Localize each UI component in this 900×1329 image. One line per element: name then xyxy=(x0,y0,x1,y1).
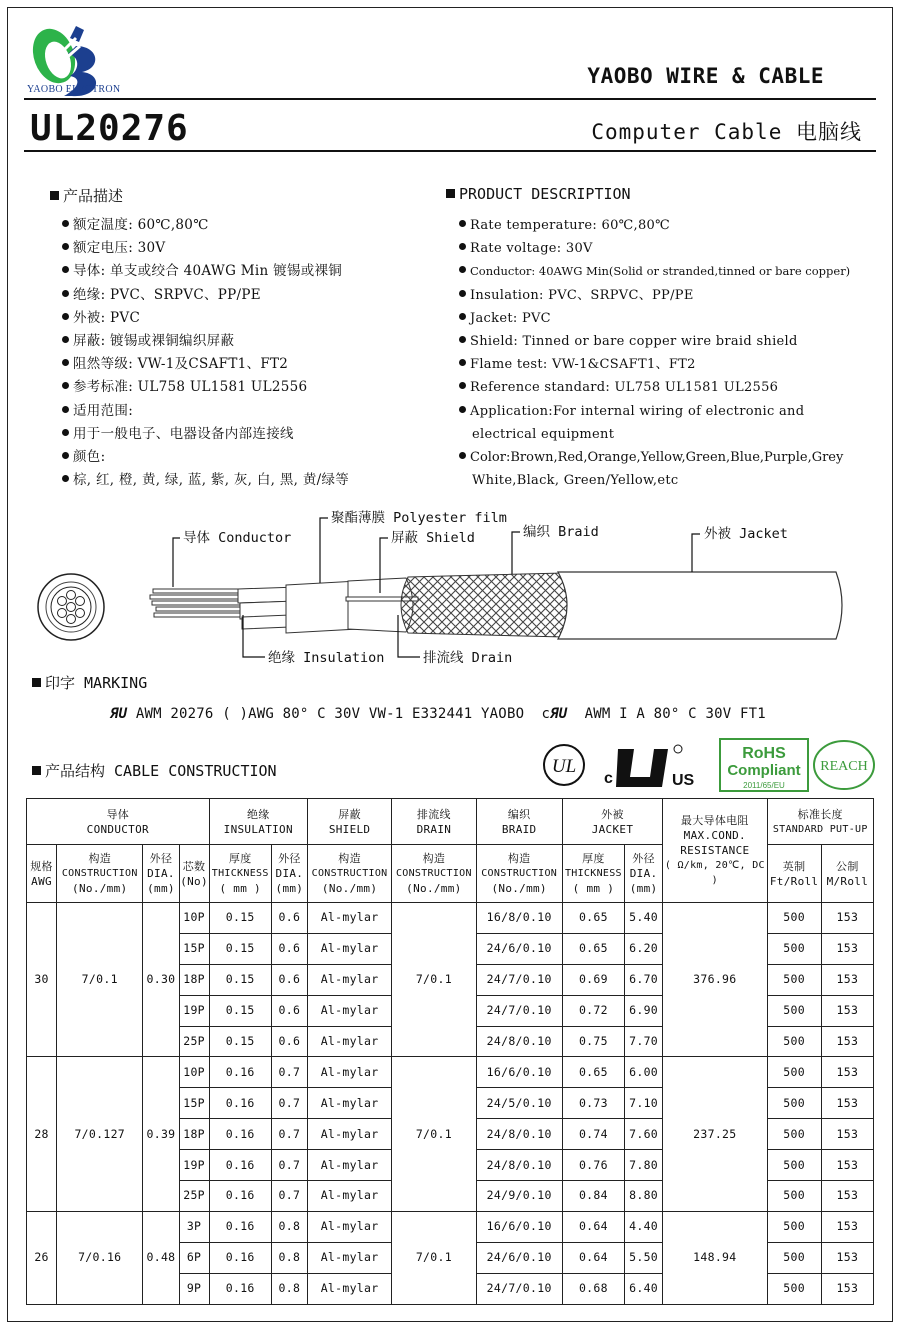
bullet-icon xyxy=(62,336,69,343)
label-jacket: 外被 Jacket xyxy=(704,526,788,542)
ul-logo-icon xyxy=(544,745,584,785)
cell-ins-thickness: 0.16 xyxy=(209,1242,271,1273)
cell-m-roll: 153 xyxy=(821,903,873,934)
desc-cn-title: 产品描述 xyxy=(50,185,123,206)
cell-ft-roll: 500 xyxy=(767,903,821,934)
cell-m-roll: 153 xyxy=(821,1057,873,1088)
cell-jk-thickness: 0.74 xyxy=(562,1119,624,1150)
reach-logo-icon xyxy=(814,741,874,789)
bullet-icon xyxy=(459,220,466,227)
list-item: Color:Brown,Red,Orange,Yellow,Green,Blue,Purple,Grey xyxy=(459,446,850,469)
cell-cores: 10P xyxy=(179,903,209,934)
cell-jk-thickness: 0.64 xyxy=(562,1242,624,1273)
svg-text:UL: UL xyxy=(551,756,577,777)
cell-jk-thickness: 0.73 xyxy=(562,1088,624,1119)
cell-braid: 24/9/0.10 xyxy=(476,1181,562,1212)
rohs-logo-icon xyxy=(720,739,808,791)
subheader-ft-roll: 英制 Ft/Roll xyxy=(767,845,821,903)
cell-ins-dia: 0.6 xyxy=(271,964,307,995)
cell-shield: Al-mylar xyxy=(307,1211,391,1242)
cell-ins-thickness: 0.16 xyxy=(209,1150,271,1181)
cell-braid: 24/6/0.10 xyxy=(476,933,562,964)
cell-shield: Al-mylar xyxy=(307,1273,391,1304)
bullet-icon xyxy=(62,406,69,413)
cell-m-roll: 153 xyxy=(821,1088,873,1119)
list-item: electrical equipment xyxy=(472,426,615,442)
list-item: 用于一般电子、电器设备内部连接线 xyxy=(62,423,349,446)
list-item: 棕, 红, 橙, 黄, 绿, 蓝, 紫, 灰, 白, 黑, 黄/绿等 xyxy=(62,469,349,492)
cell-ins-dia: 0.6 xyxy=(271,995,307,1026)
cell-ins-thickness: 0.16 xyxy=(209,1211,271,1242)
cell-jk-dia: 4.40 xyxy=(625,1211,663,1242)
subheader-cores: 芯数 (No) xyxy=(179,845,209,903)
brand-name: YAOBO WIRE & CABLE xyxy=(587,64,824,88)
cell-braid: 24/8/0.10 xyxy=(476,1150,562,1181)
header-putup: 标准长度 STANDARD PUT-UP xyxy=(767,799,873,845)
desc-en-list xyxy=(459,214,850,492)
cell-braid: 24/8/0.10 xyxy=(476,1026,562,1057)
square-bullet-icon xyxy=(32,678,41,687)
cell-jk-dia: 7.60 xyxy=(625,1119,663,1150)
bullet-icon xyxy=(459,406,466,413)
cell-braid: 24/5/0.10 xyxy=(476,1088,562,1119)
cell-cores: 18P xyxy=(179,1119,209,1150)
list-item: Conductor: 40AWG Min(Solid or stranded,tinned or bare copper) xyxy=(459,260,850,283)
cell-ft-roll: 500 xyxy=(767,1150,821,1181)
logo-text: YAOBO ELECTRON xyxy=(27,84,121,95)
cell-shield: Al-mylar xyxy=(307,1119,391,1150)
list-item: 导体: 单支或绞合 40AWG Min 镀锡或裸铜 xyxy=(62,260,349,283)
cell-awg: 28 xyxy=(27,1057,57,1211)
cell-jk-dia: 6.00 xyxy=(625,1057,663,1088)
cell-ins-dia: 0.8 xyxy=(271,1242,307,1273)
cell-braid: 24/7/0.10 xyxy=(476,964,562,995)
cell-jk-thickness: 0.76 xyxy=(562,1150,624,1181)
conductor-wires xyxy=(150,589,248,617)
bullet-icon xyxy=(62,220,69,227)
list-item: 屏蔽: 镀锡或裸铜编织屏蔽 xyxy=(62,330,349,353)
cell-conductor-construction: 7/0.16 xyxy=(57,1211,143,1304)
cell-shield: Al-mylar xyxy=(307,1057,391,1088)
list-item: Insulation: PVC、SRPVC、PP/PE xyxy=(459,284,850,307)
model-number: UL20276 xyxy=(30,108,189,149)
label-insulation: 绝缘 Insulation xyxy=(268,650,385,666)
cell-cores: 9P xyxy=(179,1273,209,1304)
cell-ins-thickness: 0.15 xyxy=(209,995,271,1026)
svg-text:RoHS: RoHS xyxy=(742,745,786,762)
cell-ins-thickness: 0.16 xyxy=(209,1088,271,1119)
bullet-icon xyxy=(459,290,466,297)
cell-ins-thickness: 0.16 xyxy=(209,1181,271,1212)
cell-drain: 7/0.1 xyxy=(392,903,476,1057)
list-item: 适用范围: xyxy=(62,400,349,423)
cell-m-roll: 153 xyxy=(821,1026,873,1057)
list-item: 额定电压: 30V xyxy=(62,237,349,260)
cell-drain: 7/0.1 xyxy=(392,1211,476,1304)
svg-text:REACH: REACH xyxy=(820,759,868,774)
cell-ft-roll: 500 xyxy=(767,1273,821,1304)
square-bullet-icon xyxy=(32,766,41,775)
label-polyester: 聚酯薄膜 Polyester film xyxy=(331,510,507,526)
polyester-film xyxy=(286,581,358,633)
cell-ins-dia: 0.6 xyxy=(271,933,307,964)
cell-braid: 24/6/0.10 xyxy=(476,1242,562,1273)
svg-text:US: US xyxy=(672,772,695,789)
cell-ins-thickness: 0.16 xyxy=(209,1119,271,1150)
bullet-icon xyxy=(62,475,69,482)
bullet-icon xyxy=(62,359,69,366)
cell-cores: 15P xyxy=(179,933,209,964)
list-item: 颜色: xyxy=(62,446,349,469)
list-item: Rate temperature: 60℃,80℃ xyxy=(459,214,850,237)
bullet-icon xyxy=(62,243,69,250)
cell-jk-thickness: 0.68 xyxy=(562,1273,624,1304)
cell-shield: Al-mylar xyxy=(307,995,391,1026)
subheader-shield-construction: 构造 CONSTRUCTION (No./mm) xyxy=(307,845,391,903)
cell-shield: Al-mylar xyxy=(307,903,391,934)
cell-ins-thickness: 0.15 xyxy=(209,933,271,964)
cell-braid: 24/8/0.10 xyxy=(476,1119,562,1150)
cell-shield: Al-mylar xyxy=(307,1088,391,1119)
cell-conductor-construction: 7/0.127 xyxy=(57,1057,143,1211)
cell-m-roll: 153 xyxy=(821,1181,873,1212)
cell-jk-thickness: 0.72 xyxy=(562,995,624,1026)
cell-ft-roll: 500 xyxy=(767,964,821,995)
label-drain: 排流线 Drain xyxy=(423,650,513,666)
svg-text:2011/65/EU: 2011/65/EU xyxy=(743,781,785,790)
subheader-awg: 规格 AWG xyxy=(27,845,57,903)
cell-resistance: 376.96 xyxy=(663,903,767,1057)
cell-shield: Al-mylar xyxy=(307,933,391,964)
bullet-icon xyxy=(459,452,466,459)
cell-m-roll: 153 xyxy=(821,1242,873,1273)
ur-mark-icon: ЯU xyxy=(110,706,128,722)
subheader-jk-dia: 外径 DIA. (mm) xyxy=(625,845,663,903)
cell-ins-dia: 0.8 xyxy=(271,1211,307,1242)
desc-en-title: PRODUCT DESCRIPTION xyxy=(446,185,631,203)
cell-m-roll: 153 xyxy=(821,1273,873,1304)
list-item: Rate voltage: 30V xyxy=(459,237,850,260)
subheader-ins-dia: 外径 DIA. (mm) xyxy=(271,845,307,903)
cell-ft-roll: 500 xyxy=(767,1181,821,1212)
cell-jk-dia: 6.40 xyxy=(625,1273,663,1304)
cell-ins-dia: 0.6 xyxy=(271,903,307,934)
cell-jk-thickness: 0.64 xyxy=(562,1211,624,1242)
subheader-braid-construction: 构造 CONSTRUCTION (No./mm) xyxy=(476,845,562,903)
cell-m-roll: 153 xyxy=(821,995,873,1026)
product-subtitle: Computer Cable 电脑线 xyxy=(591,120,862,144)
cell-braid: 16/6/0.10 xyxy=(476,1057,562,1088)
cell-ft-roll: 500 xyxy=(767,1242,821,1273)
table-row xyxy=(27,1057,874,1088)
subheader-ins-thickness: 厚度 THICKNESS ( mm ) xyxy=(209,845,271,903)
cell-cores: 15P xyxy=(179,1088,209,1119)
cell-shield: Al-mylar xyxy=(307,1242,391,1273)
cell-jk-dia: 7.70 xyxy=(625,1026,663,1057)
cell-m-roll: 153 xyxy=(821,964,873,995)
cell-ins-dia: 0.7 xyxy=(271,1181,307,1212)
cell-cores: 3P xyxy=(179,1211,209,1242)
cell-conductor-dia: 0.39 xyxy=(143,1057,179,1211)
list-item: 阻然等级: VW-1及CSAFT1、FT2 xyxy=(62,353,349,376)
cell-cores: 19P xyxy=(179,1150,209,1181)
list-item: Application:For internal wiring of electronic and xyxy=(459,400,850,423)
cell-ins-thickness: 0.15 xyxy=(209,903,271,934)
header-insulation: 绝缘 INSULATION xyxy=(209,799,307,845)
cell-m-roll: 153 xyxy=(821,1211,873,1242)
jacket-layer xyxy=(558,572,842,639)
cell-jk-dia: 6.20 xyxy=(625,933,663,964)
bullet-icon xyxy=(62,429,69,436)
cell-ins-dia: 0.7 xyxy=(271,1057,307,1088)
certification-logos xyxy=(542,737,877,793)
cell-ins-dia: 0.7 xyxy=(271,1119,307,1150)
cell-cores: 6P xyxy=(179,1242,209,1273)
bullet-icon xyxy=(459,359,466,366)
cell-jk-dia: 6.70 xyxy=(625,964,663,995)
list-item: 参考标准: UL758 UL1581 UL2556 xyxy=(62,376,349,399)
cell-jk-dia: 5.50 xyxy=(625,1242,663,1273)
cell-ins-dia: 0.6 xyxy=(271,1026,307,1057)
cell-braid: 24/7/0.10 xyxy=(476,995,562,1026)
cell-jk-dia: 6.90 xyxy=(625,995,663,1026)
cell-shield: Al-mylar xyxy=(307,964,391,995)
cell-cores: 19P xyxy=(179,995,209,1026)
cell-jk-thickness: 0.69 xyxy=(562,964,624,995)
bullet-icon xyxy=(459,336,466,343)
cell-cores: 10P xyxy=(179,1057,209,1088)
header-rule xyxy=(24,150,876,152)
cell-conductor-dia: 0.30 xyxy=(143,903,179,1057)
bullet-icon xyxy=(62,266,69,273)
cable-diagram xyxy=(28,505,878,675)
list-item: Flame test: VW-1&CSAFT1、FT2 xyxy=(459,353,850,376)
cell-ins-thickness: 0.15 xyxy=(209,1026,271,1057)
cell-jk-dia: 7.80 xyxy=(625,1150,663,1181)
bullet-icon xyxy=(459,266,466,273)
cul-us-logo-icon xyxy=(604,745,695,789)
header-drain: 排流线 DRAIN xyxy=(392,799,476,845)
cell-ft-roll: 500 xyxy=(767,995,821,1026)
list-item: 外被: PVC xyxy=(62,307,349,330)
cell-jk-thickness: 0.75 xyxy=(562,1026,624,1057)
bullet-icon xyxy=(62,452,69,459)
cell-ft-roll: 500 xyxy=(767,1026,821,1057)
square-bullet-icon xyxy=(50,191,59,200)
cell-m-roll: 153 xyxy=(821,1150,873,1181)
header-shield: 屏蔽 SHIELD xyxy=(307,799,391,845)
cell-jk-dia: 7.10 xyxy=(625,1088,663,1119)
header-jacket: 外被 JACKET xyxy=(562,799,662,845)
marking-text: ЯU AWM 20276 ( )AWG 80° C 30V VW-1 E332441 YAOBO cЯU AWM I A 80° C 30V FT1 xyxy=(110,706,766,722)
cell-ins-dia: 0.8 xyxy=(271,1273,307,1304)
bullet-icon xyxy=(459,382,466,389)
cell-drain: 7/0.1 xyxy=(392,1057,476,1211)
cell-braid: 16/8/0.10 xyxy=(476,903,562,934)
bullet-icon xyxy=(459,243,466,250)
list-item: Jacket: PVC xyxy=(459,307,850,330)
cell-ft-roll: 500 xyxy=(767,1088,821,1119)
cell-m-roll: 153 xyxy=(821,1119,873,1150)
cell-cores: 18P xyxy=(179,964,209,995)
cell-jk-dia: 8.80 xyxy=(625,1181,663,1212)
header-rule xyxy=(24,98,876,100)
cell-jk-thickness: 0.65 xyxy=(562,933,624,964)
cell-cores: 25P xyxy=(179,1026,209,1057)
list-item: White,Black, Green/Yellow,etc xyxy=(472,473,679,489)
bullet-icon xyxy=(459,313,466,320)
cell-resistance: 237.25 xyxy=(663,1057,767,1211)
bullet-icon xyxy=(62,290,69,297)
cell-ins-thickness: 0.16 xyxy=(209,1057,271,1088)
construction-title: 产品结构 CABLE CONSTRUCTION xyxy=(32,760,277,781)
list-item: 绝缘: PVC、SRPVC、PP/PE xyxy=(62,284,349,307)
cell-ft-roll: 500 xyxy=(767,933,821,964)
list-item: 额定温度: 60℃,80℃ xyxy=(62,214,349,237)
cell-shield: Al-mylar xyxy=(307,1150,391,1181)
cell-m-roll: 153 xyxy=(821,933,873,964)
cell-ins-dia: 0.7 xyxy=(271,1150,307,1181)
subheader-drain-construction: 构造 CONSTRUCTION (No./mm) xyxy=(392,845,476,903)
cell-awg: 30 xyxy=(27,903,57,1057)
cell-cores: 25P xyxy=(179,1181,209,1212)
label-braid: 编织 Braid xyxy=(523,524,599,540)
label-shield: 屏蔽 Shield xyxy=(391,530,475,546)
table-row xyxy=(27,1211,874,1242)
cell-ft-roll: 500 xyxy=(767,1211,821,1242)
cell-shield: Al-mylar xyxy=(307,1181,391,1212)
cross-section-icon xyxy=(38,574,104,640)
ur-mark-icon: ЯU xyxy=(550,706,568,722)
cell-ft-roll: 500 xyxy=(767,1057,821,1088)
table-row xyxy=(27,903,874,934)
cell-jk-thickness: 0.84 xyxy=(562,1181,624,1212)
cell-ins-thickness: 0.16 xyxy=(209,1273,271,1304)
cell-shield: Al-mylar xyxy=(307,1026,391,1057)
cell-jk-dia: 5.40 xyxy=(625,903,663,934)
list-item: Reference standard: UL758 UL1581 UL2556 xyxy=(459,376,850,399)
cell-ins-dia: 0.7 xyxy=(271,1088,307,1119)
header-braid: 编织 BRAID xyxy=(476,799,562,845)
cell-jk-thickness: 0.65 xyxy=(562,903,624,934)
subheader-construction: 构造 CONSTRUCTION (No./mm) xyxy=(57,845,143,903)
cell-awg: 26 xyxy=(27,1211,57,1304)
cell-resistance: 148.94 xyxy=(663,1211,767,1304)
cable-construction-table xyxy=(26,798,874,1305)
table-body xyxy=(27,903,874,1305)
label-conductor: 导体 Conductor xyxy=(183,530,292,546)
list-item: Shield: Tinned or bare copper wire braid shield xyxy=(459,330,850,353)
cell-ft-roll: 500 xyxy=(767,1119,821,1150)
header-conductor: 导体 CONDUCTOR xyxy=(27,799,210,845)
desc-cn-list xyxy=(62,214,349,492)
bullet-icon xyxy=(62,382,69,389)
cell-jk-thickness: 0.65 xyxy=(562,1057,624,1088)
cell-braid: 24/7/0.10 xyxy=(476,1273,562,1304)
cell-braid: 16/6/0.10 xyxy=(476,1211,562,1242)
subheader-m-roll: 公制 M/Roll xyxy=(821,845,873,903)
square-bullet-icon xyxy=(446,189,455,198)
braid-layer xyxy=(401,573,574,637)
bullet-icon xyxy=(62,313,69,320)
cell-conductor-dia: 0.48 xyxy=(143,1211,179,1304)
marking-title: 印字 MARKING xyxy=(32,672,147,693)
cell-ins-thickness: 0.15 xyxy=(209,964,271,995)
svg-text:Compliant: Compliant xyxy=(727,762,801,779)
subheader-dia: 外径 DIA. (mm) xyxy=(143,845,179,903)
cell-conductor-construction: 7/0.1 xyxy=(57,903,143,1057)
subheader-jk-thickness: 厚度 THICKNESS ( mm ) xyxy=(562,845,624,903)
header-resistance: 最大导体电阻 MAX.COND. RESISTANCE ( Ω/km, 20℃, DC ) xyxy=(663,799,767,903)
svg-text:c: c xyxy=(604,770,613,787)
